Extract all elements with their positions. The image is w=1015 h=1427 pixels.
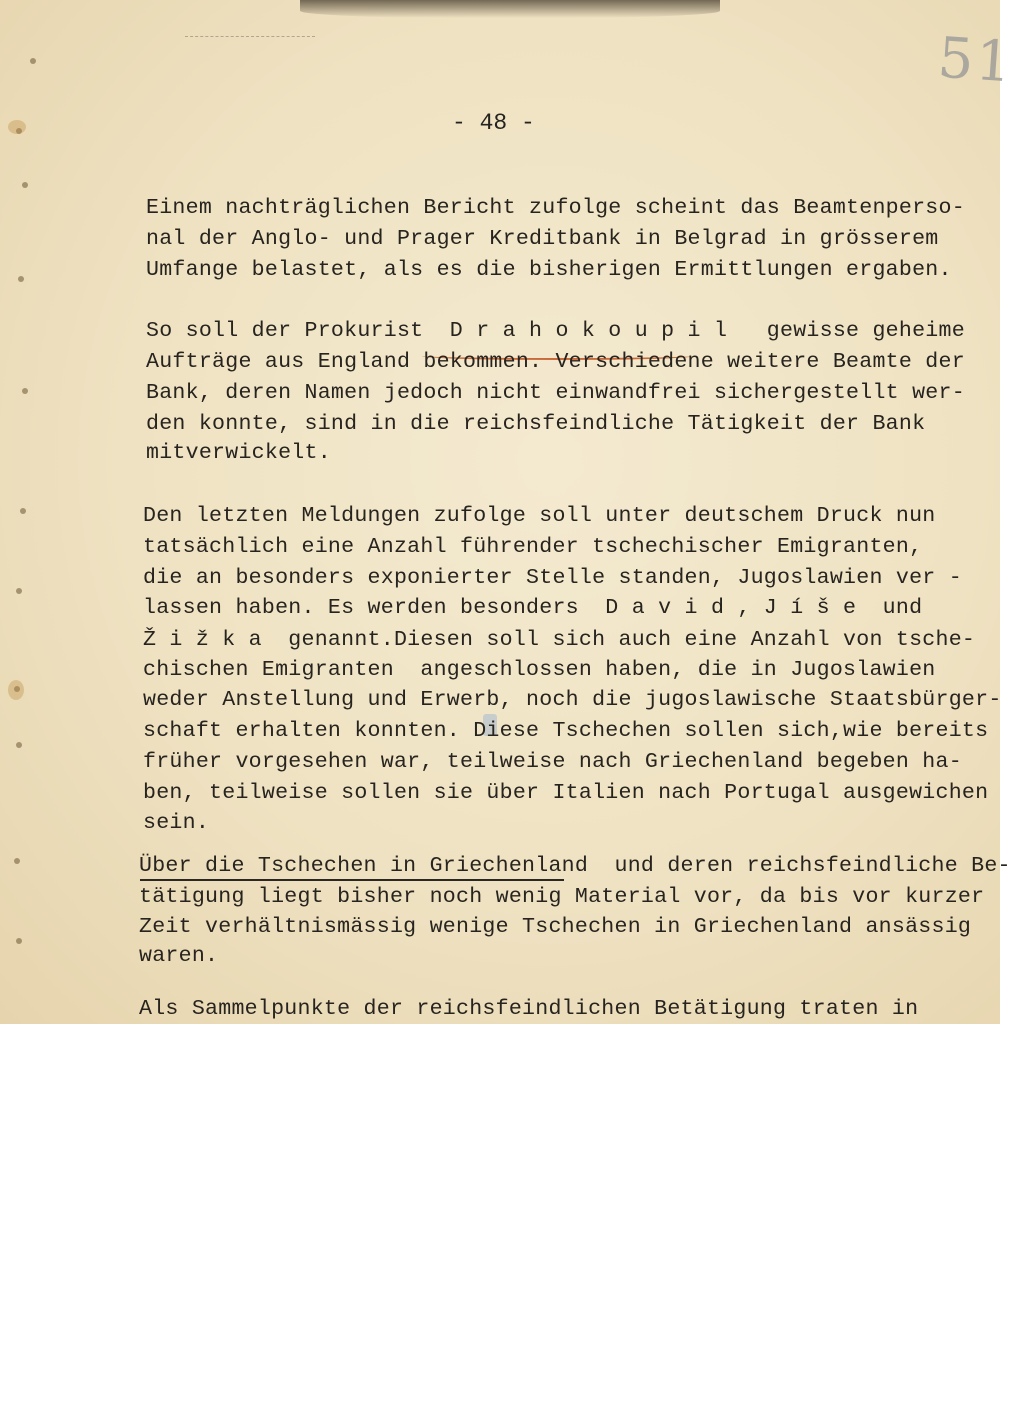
paper-stain xyxy=(8,120,26,134)
folio-number: 51 xyxy=(935,25,1015,96)
binding-hole xyxy=(22,388,28,394)
text-line: lassen haben. Es werden besonders D a v i d , J í š e und xyxy=(143,596,923,620)
text-line: mitverwickelt. xyxy=(146,441,331,465)
page-number: - 48 - xyxy=(452,110,535,136)
text-line: früher vorgesehen war, teilweise nach Griechenland begeben ha- xyxy=(143,750,962,774)
text-line: ben, teilweise sollen sie über Italien nach Portugal ausgewichen xyxy=(143,781,989,805)
text-line: Bank, deren Namen jedoch nicht einwandfrei sichergestellt wer- xyxy=(146,381,965,405)
text-line: Zeit verhältnismässig wenige Tschechen in Griechenland ansässig xyxy=(139,915,972,939)
text-line: tätigung liegt bisher noch wenig Material vor, da bis vor kurzer xyxy=(139,885,985,909)
text-line: waren. xyxy=(139,944,219,968)
binding-hole xyxy=(20,508,26,514)
text-line: nal der Anglo- und Prager Kreditbank in Belgrad in grösserem xyxy=(146,227,939,251)
text-line: Über die Tschechen in Griechenland und deren reichsfeindliche Be- xyxy=(139,854,1011,878)
scan-shadow xyxy=(300,0,720,18)
binding-hole xyxy=(16,588,22,594)
text-line: Den letzten Meldungen zufolge soll unter deutschem Druck nun xyxy=(143,504,936,528)
pencil-mark xyxy=(185,36,315,39)
text-line: Einem nachträglichen Bericht zufolge scheint das Beamtenperso- xyxy=(146,196,965,220)
paper-stain xyxy=(8,680,24,700)
text-line: schaft erhalten konnten. Diese Tschechen sollen sich,wie bereits xyxy=(143,719,989,743)
text-line: Als Sammelpunkte der reichsfeindlichen Betätigung traten in xyxy=(139,997,919,1021)
text-line: So soll der Prokurist D r a h o k o u p i l gewisse geheime xyxy=(146,319,965,343)
text-line: weder Anstellung und Erwerb, noch die jugoslawische Staatsbürger- xyxy=(143,688,1002,712)
binding-hole xyxy=(18,276,24,282)
text-line: tatsächlich eine Anzahl führender tschechischer Emigranten, xyxy=(143,535,923,559)
text-line: Ž i ž k a genannt.Diesen soll sich auch eine Anzahl von tsche- xyxy=(143,628,976,652)
text-line: Aufträge aus England bekommen. Verschiedene weitere Beamte der xyxy=(146,350,965,374)
binding-hole xyxy=(14,858,20,864)
binding-hole xyxy=(22,182,28,188)
binding-hole xyxy=(30,58,36,64)
binding-hole xyxy=(16,938,22,944)
text-line: Umfange belastet, als es die bisherigen Ermittlungen ergaben. xyxy=(146,258,952,282)
binding-hole xyxy=(16,742,22,748)
heading-underline xyxy=(140,879,564,881)
text-line: sein. xyxy=(143,811,210,835)
text-line: den konnte, sind in die reichsfeindliche Tätigkeit der Bank xyxy=(146,412,926,436)
text-line: die an besonders exponierter Stelle standen, Jugoslawien ver - xyxy=(143,566,962,590)
text-line: chischen Emigranten angeschlossen haben, die in Jugoslawien xyxy=(143,658,936,682)
